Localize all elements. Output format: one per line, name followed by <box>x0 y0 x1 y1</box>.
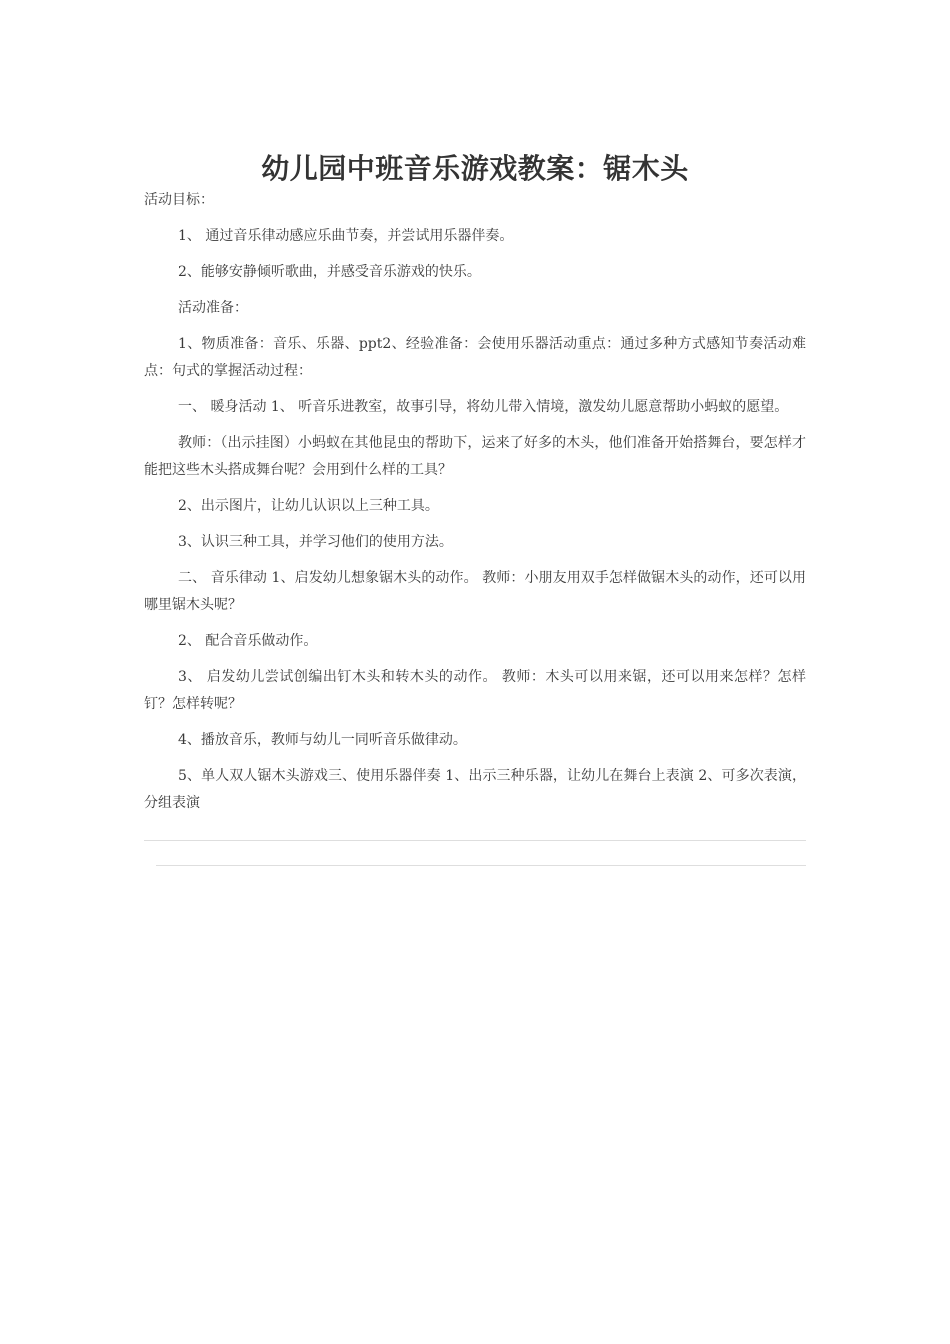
paragraph-preparation-details: 1、物质准备：音乐、乐器、ppt2、经验准备：会使用乐器活动重点：通过多种方式感知节奏活动难点：句式的掌握活动过程： <box>144 336 806 379</box>
paragraph-warmup: 一、 暖身活动 1、 听音乐进教室，故事引导，将幼儿带入情境，激发幼儿愿意帮助小蚂蚁的愿望。 <box>178 399 789 415</box>
paragraph-step-learn-tools: 3、认识三种工具，并学习他们的使用方法。 <box>178 534 453 550</box>
paragraph-step-show-pictures: 2、出示图片，让幼儿认识以上三种工具。 <box>178 498 439 514</box>
document-body <box>144 187 806 826</box>
paragraph-objective-1: 1、 通过音乐律动感应乐曲节奏，并尝试用乐器伴奏。 <box>178 228 514 244</box>
paragraph-step-play-music: 4、播放音乐，教师与幼儿一同听音乐做律动。 <box>178 732 467 748</box>
paragraph-music-movement: 二、 音乐律动 1、启发幼儿想象锯木头的动作。 教师：小朋友用双手怎样做锯木头的动作，还可以用哪里锯木头呢？ <box>144 570 806 613</box>
divider-line <box>144 840 806 841</box>
divider-line <box>156 865 806 866</box>
paragraph-objective-2: 2、能够安静倾听歌曲，并感受音乐游戏的快乐。 <box>178 264 481 280</box>
paragraph-objectives-heading: 活动目标： <box>144 192 214 208</box>
paragraph-preparation-heading: 活动准备： <box>178 300 248 316</box>
document-title: 幼儿园中班音乐游戏教案：锯木头 <box>261 151 689 185</box>
paragraph-step-move-to-music: 2、 配合音乐做动作。 <box>178 633 318 649</box>
paragraph-step-create-actions: 3、 启发幼儿尝试创编出钉木头和转木头的动作。 教师：木头可以用来锯，还可以用来怎样？怎样钉？怎样转呢？ <box>144 669 806 712</box>
paragraph-teacher-question: 教师：（出示挂图）小蚂蚁在其他昆虫的帮助下，运来了好多的木头，他们准备开始搭舞台，要怎样才能把这些木头搭成舞台呢？会用到什么样的工具？ <box>144 435 806 478</box>
paragraph-step-game-and-instruments: 5、单人双人锯木头游戏三、使用乐器伴奏 1、出示三种乐器，让幼儿在舞台上表演 2、可多次表演，分组表演 <box>144 768 806 811</box>
